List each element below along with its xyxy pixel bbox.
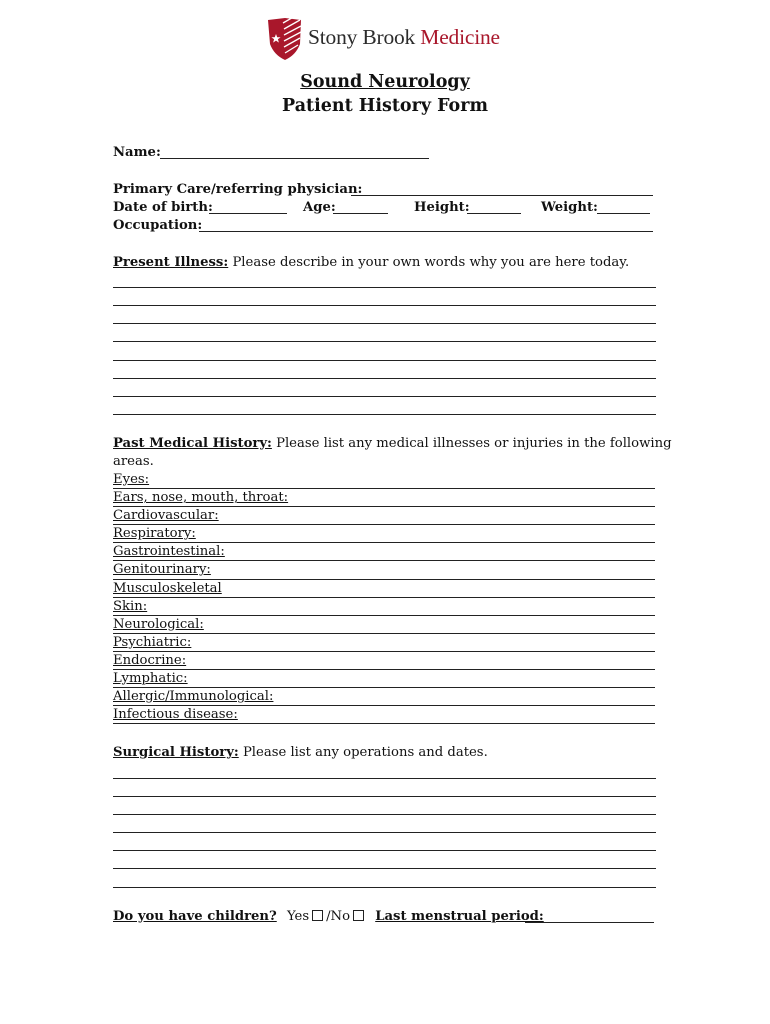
systems-list <box>113 471 655 724</box>
children-row <box>113 908 544 926</box>
physician-label: Primary Care/referring physician: <box>113 182 363 197</box>
system-line-lymphatic[interactable]: Lymphatic: <box>113 670 655 688</box>
system-line-eyes[interactable]: Eyes: <box>113 471 655 489</box>
weight-field[interactable] <box>541 199 598 217</box>
system-line-neurological[interactable]: Neurological: <box>113 616 655 634</box>
dob-field[interactable] <box>113 199 213 217</box>
dob-line[interactable] <box>209 213 287 214</box>
present-illness-line[interactable] <box>113 414 656 415</box>
present-illness-line[interactable] <box>113 287 656 288</box>
past-medical-prompt <box>113 435 672 453</box>
past-medical-instruction-cont: areas. <box>113 454 154 469</box>
past-medical-heading: Past Medical History: <box>113 436 272 451</box>
surgical-line[interactable] <box>113 868 656 869</box>
surgical-heading: Surgical History: <box>113 745 239 760</box>
surgical-line[interactable] <box>113 796 656 797</box>
system-line-cardiovascular[interactable]: Cardiovascular: <box>113 507 655 525</box>
present-illness-line[interactable] <box>113 378 656 379</box>
form-title: Patient History Form <box>282 96 488 116</box>
weight-line[interactable] <box>597 213 650 214</box>
surgical-line[interactable] <box>113 887 656 888</box>
name-line[interactable] <box>160 158 429 159</box>
stony-brook-logo <box>266 17 516 63</box>
present-illness-line[interactable] <box>113 341 656 342</box>
height-label: Height: <box>414 200 470 215</box>
surgical-line[interactable] <box>113 778 656 779</box>
system-line-musculoskeletal[interactable]: Musculoskeletal <box>113 580 655 598</box>
physician-line[interactable] <box>351 195 653 196</box>
system-line-ent[interactable]: Ears, nose, mouth, throat: <box>113 489 655 507</box>
height-line[interactable] <box>467 213 521 214</box>
dob-label: Date of birth: <box>113 200 213 215</box>
age-label: Age: <box>303 200 336 215</box>
surgical-instruction: Please list any operations and dates. <box>242 745 488 760</box>
present-illness-line[interactable] <box>113 360 656 361</box>
past-medical-instruction: Please list any medical illnesses or injuries in the following <box>276 436 672 451</box>
name-field[interactable] <box>113 144 161 162</box>
age-line[interactable] <box>333 213 388 214</box>
present-illness-instruction: Please describe in your own words why you are here today. <box>232 255 630 270</box>
lmp-line[interactable] <box>525 922 654 923</box>
shield-logo-icon <box>266 17 304 61</box>
age-field[interactable] <box>303 199 336 217</box>
system-line-skin[interactable]: Skin: <box>113 598 655 616</box>
no-label: /No <box>326 909 351 924</box>
system-line-infectious[interactable]: Infectious disease: <box>113 706 655 724</box>
lmp-label: Last menstrual period: <box>375 909 544 924</box>
logo-wordmark: Stony Brook Medicine <box>308 25 500 49</box>
present-illness-line[interactable] <box>113 305 656 306</box>
system-line-genitourinary[interactable]: Genitourinary: <box>113 561 655 579</box>
present-illness-prompt <box>113 254 629 272</box>
surgical-prompt <box>113 744 488 762</box>
system-line-allergic[interactable]: Allergic/Immunological: <box>113 688 655 706</box>
name-label: Name: <box>113 145 161 160</box>
surgical-line[interactable] <box>113 850 656 851</box>
occupation-field[interactable] <box>113 217 202 235</box>
occupation-line[interactable] <box>199 231 653 232</box>
occupation-label: Occupation: <box>113 218 203 233</box>
surgical-line[interactable] <box>113 832 656 833</box>
height-field[interactable] <box>414 199 470 217</box>
system-line-psychiatric[interactable]: Psychiatric: <box>113 634 655 652</box>
system-line-endocrine[interactable]: Endocrine: <box>113 652 655 670</box>
physician-field[interactable] <box>113 181 362 199</box>
no-checkbox[interactable] <box>353 910 364 921</box>
present-illness-heading: Present Illness: <box>113 255 229 270</box>
system-line-respiratory[interactable]: Respiratory: <box>113 525 655 543</box>
yes-label: Yes <box>286 909 310 924</box>
practice-title: Sound Neurology <box>300 72 470 92</box>
present-illness-line[interactable] <box>113 396 656 397</box>
present-illness-line[interactable] <box>113 323 656 324</box>
surgical-line[interactable] <box>113 814 656 815</box>
weight-label: Weight: <box>541 200 598 215</box>
system-line-gastrointestinal[interactable]: Gastrointestinal: <box>113 543 655 561</box>
yes-checkbox[interactable] <box>312 910 323 921</box>
children-question: Do you have children? <box>113 909 277 924</box>
